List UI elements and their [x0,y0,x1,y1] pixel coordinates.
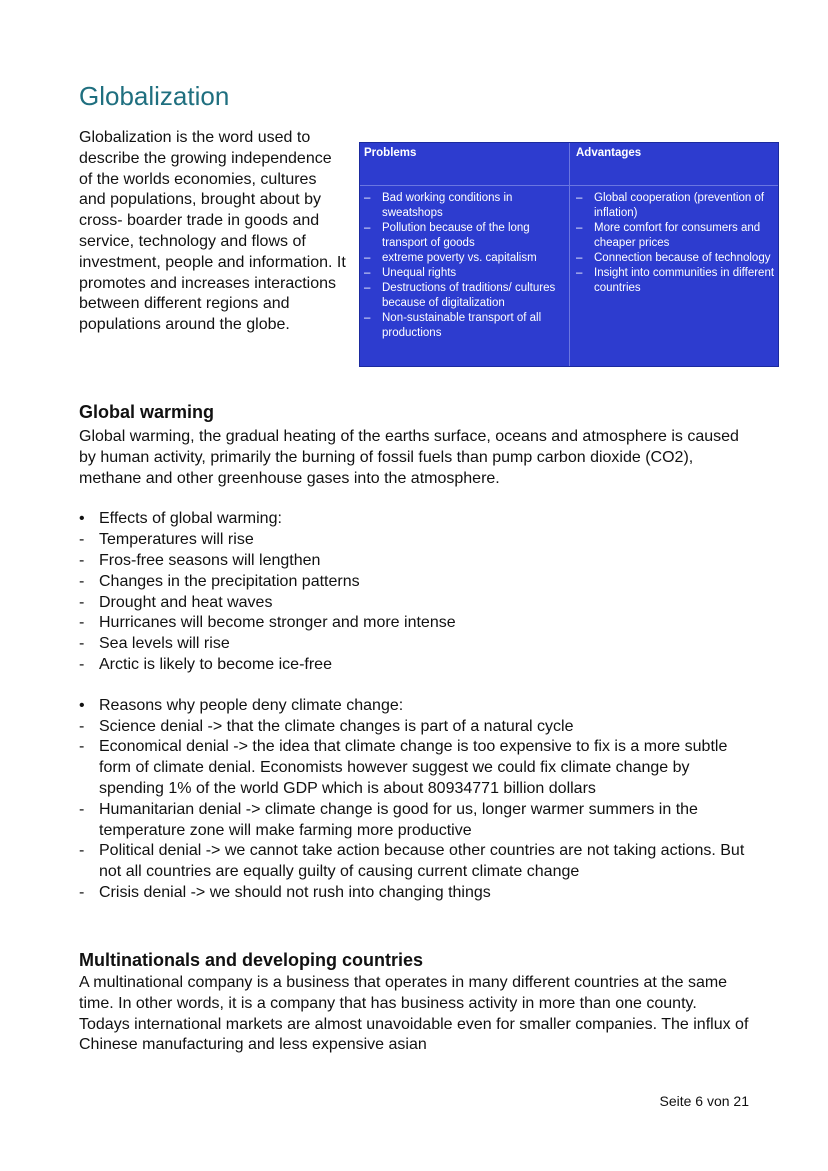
dash-icon: - [79,800,85,818]
global-warming-paragraph: Global warming, the gradual heating of the earths surface, oceans and atmosphere is caused by human activity, primarily the burning of fossil fuels than pump carbon dioxide (CO2), methane and other greenhouse gases into the atmosphere. [79,428,739,487]
list-item: - Hurricanes will become stronger and more intense [79,613,751,634]
table-header-divider [360,185,778,186]
page-title: Globalization [79,81,230,111]
list-item: • Effects of global warming: [79,509,751,530]
dash-icon: - [79,738,85,756]
problems-header: Problems [364,147,417,159]
list-item: – extreme poverty vs. capitalism [364,251,564,266]
list-item: – Connection because of technology [576,251,776,266]
bullet-icon: • [79,696,85,714]
list-item: - Science denial -> that the climate changes is part of a natural cycle [79,717,751,738]
effects-list [79,509,751,675]
list-item: – Insight into communities in different countries [576,266,776,296]
reasons-list [79,696,751,904]
list-item: – Destructions of traditions/ cultures because of digitalization [364,281,564,311]
list-item: – Pollution because of the long transport of goods [364,221,564,251]
list-item: – More comfort for consumers and cheaper prices [576,221,776,251]
page-number: Seite 6 von 21 [659,1093,749,1109]
multinationals-section [79,949,751,1056]
dash-icon: - [79,635,85,653]
dash-icon: - [79,883,85,901]
table-column-divider [569,143,570,366]
dash-icon: - [79,572,85,590]
bullet-icon: • [79,510,85,528]
multinationals-paragraph: A multinational company is a business that operates in many different countries at the same time. In other words, it is a company that has business activity in more than one county. Todays international markets are almost unavoidable even for smaller companies. The influx of Chinese manufacturing and less expensive asian [79,974,749,1054]
advantages-header: Advantages [576,147,642,159]
problems-advantages-table [359,142,779,367]
dash-icon: - [79,551,85,569]
list-item: - Economical denial -> the idea that climate change is too expensive to fix is a more subtle form of climate denial. Economists however suggest we could fix climate change by spending 1% of the world GDP which is about 80934771 billion dollars [79,738,728,797]
list-item: – Global cooperation (prevention of inflation) [576,191,776,221]
advantages-list [576,191,776,296]
list-item: – Bad working conditions in sweatshops [364,191,564,221]
list-item: - Changes in the precipitation patterns [79,572,751,593]
list-item: – Unequal rights [364,266,564,281]
list-item: – Non-sustainable transport of all productions [364,311,564,341]
problems-list [364,191,564,341]
list-item: • Reasons why people deny climate change: [79,696,751,717]
list-item: - Arctic is likely to become ice-free [79,655,751,676]
list-item: - Crisis denial -> we should not rush into changing things [79,883,751,904]
dash-icon: - [79,717,85,735]
list-item: - Political denial -> we cannot take action because other countries are not taking actions. But not all countries are equally guilty of causing current climate change [79,842,745,881]
list-item: - Fros-free seasons will lengthen [79,551,751,572]
global-warming-heading: Global warming [79,402,215,422]
list-item: - Temperatures will rise [79,530,751,551]
list-item: - Humanitarian denial -> climate change is good for us, longer warmer summers in the temperature zone will make farming more productive [79,800,698,839]
dash-icon: - [79,842,85,860]
dash-icon: - [79,531,85,549]
global-warming-section [79,401,751,904]
list-item: - Sea levels will rise [79,634,751,655]
dash-icon: - [79,655,85,673]
dash-icon: - [79,614,85,632]
list-item: - Drought and heat waves [79,593,751,614]
dash-icon: - [79,593,85,611]
multinationals-heading: Multinationals and developing countries [79,950,424,970]
intro-paragraph: Globalization is the word used to describe the growing independence of the worlds economies, cultures and populations, brought about by cross- boarder trade in goods and service, technology and flows of investment, people and information. It promotes and increases interactions between different regions and populations around the globe. [79,129,346,334]
